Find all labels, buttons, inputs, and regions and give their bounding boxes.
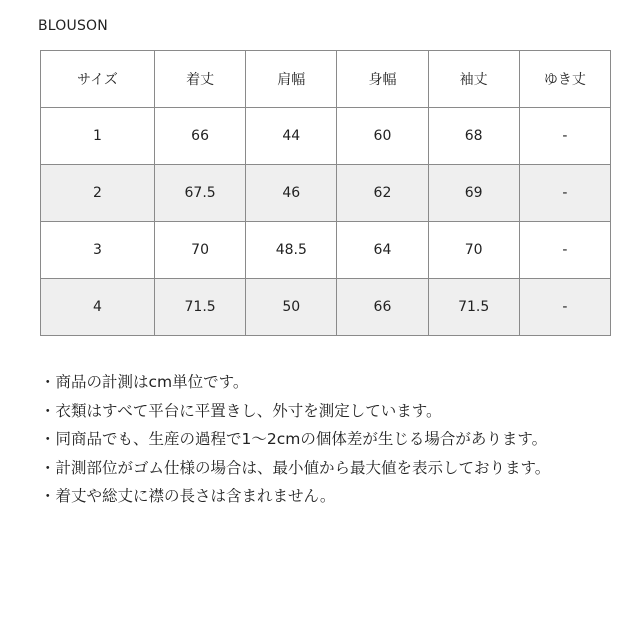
cell-chest: 64 <box>337 222 428 279</box>
cell-length: 67.5 <box>155 165 246 222</box>
note-variance: ・同商品でも、生産の過程で1〜2cmの個体差が生じる場合があります。 <box>40 430 548 448</box>
cell-length: 66 <box>155 108 246 165</box>
cell-chest: 60 <box>337 108 428 165</box>
cell-size: 1 <box>41 108 155 165</box>
size-chart-table <box>40 50 611 336</box>
header-size: サイズ <box>41 51 155 108</box>
cell-yuki: - <box>519 165 610 222</box>
cell-shoulder: 46 <box>246 165 337 222</box>
header-shoulder: 肩幅 <box>246 51 337 108</box>
measurement-notes <box>40 368 615 511</box>
cell-yuki: - <box>519 222 610 279</box>
cell-length: 71.5 <box>155 279 246 336</box>
cell-chest: 66 <box>337 279 428 336</box>
cell-shoulder: 44 <box>246 108 337 165</box>
table-row <box>41 279 611 336</box>
cell-shoulder: 48.5 <box>246 222 337 279</box>
header-length: 着丈 <box>155 51 246 108</box>
note-flat-measure: ・衣類はすべて平台に平置きし、外寸を測定しています。 <box>40 401 442 420</box>
header-yuki: ゆき丈 <box>519 51 610 108</box>
header-sleeve: 袖丈 <box>428 51 519 108</box>
cell-size: 2 <box>41 165 155 222</box>
cell-sleeve: 70 <box>428 222 519 279</box>
cell-sleeve: 71.5 <box>428 279 519 336</box>
table-row <box>41 165 611 222</box>
page-title: BLOUSON <box>38 18 108 34</box>
note-collar: ・着丈や総丈に襟の長さは含まれません。 <box>40 487 336 505</box>
cell-sleeve: 69 <box>428 165 519 222</box>
cell-chest: 62 <box>337 165 428 222</box>
note-elastic: ・計測部位がゴム仕様の場合は、最小値から最大値を表示しております。 <box>40 458 551 477</box>
cell-length: 70 <box>155 222 246 279</box>
cell-size: 3 <box>41 222 155 279</box>
table-header-row <box>41 51 611 108</box>
table-row <box>41 108 611 165</box>
cell-size: 4 <box>41 279 155 336</box>
table-row <box>41 222 611 279</box>
cell-sleeve: 68 <box>428 108 519 165</box>
cell-yuki: - <box>519 279 610 336</box>
note-unit: ・商品の計測はcm単位です。 <box>40 373 249 391</box>
cell-yuki: - <box>519 108 610 165</box>
cell-shoulder: 50 <box>246 279 337 336</box>
header-chest: 身幅 <box>337 51 428 108</box>
